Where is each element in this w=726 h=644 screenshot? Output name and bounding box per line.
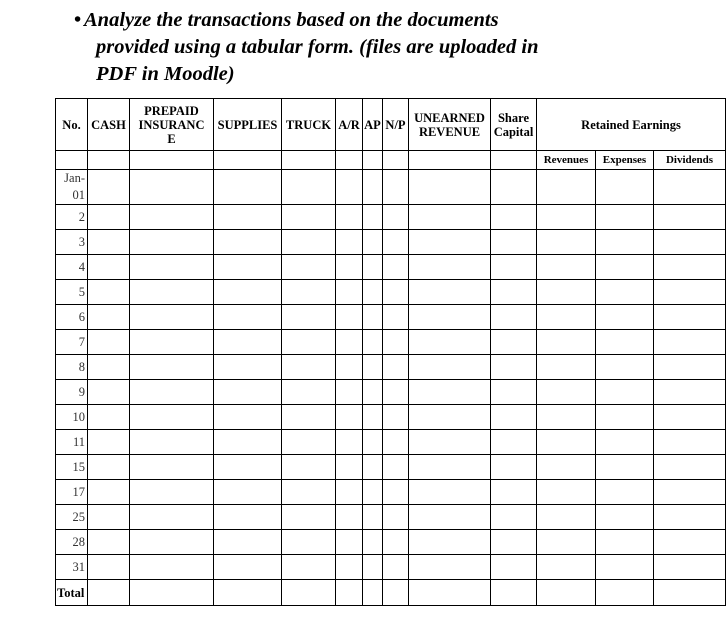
transaction-analysis-table [55, 98, 726, 606]
header-accounts-payable: AP [363, 99, 383, 151]
table-row [56, 205, 726, 230]
entry-cell[interactable] [88, 305, 130, 330]
entry-cell[interactable] [282, 555, 336, 580]
entry-cell[interactable] [537, 505, 596, 530]
entry-cell[interactable] [654, 330, 726, 355]
entry-cell[interactable] [130, 305, 214, 330]
entry-cell[interactable] [88, 255, 130, 280]
entry-cell[interactable] [383, 480, 409, 505]
entry-cell[interactable] [383, 405, 409, 430]
entry-cell[interactable] [282, 170, 336, 205]
header-prepaid-line-3: E [167, 131, 176, 146]
entry-cell[interactable] [336, 170, 363, 205]
entry-cell[interactable] [596, 505, 654, 530]
entry-cell[interactable] [130, 255, 214, 280]
entry-cell[interactable] [537, 380, 596, 405]
entry-cell[interactable] [654, 455, 726, 480]
header-row [56, 99, 726, 151]
entry-cell[interactable] [88, 480, 130, 505]
entry-cell[interactable] [282, 280, 336, 305]
entry-cell[interactable] [282, 505, 336, 530]
entry-cell[interactable] [336, 555, 363, 580]
table-row [56, 505, 726, 530]
entry-cell[interactable] [88, 230, 130, 255]
entry-cell[interactable] [383, 280, 409, 305]
entry-cell[interactable] [214, 355, 282, 380]
total-cell[interactable] [491, 580, 537, 606]
entry-cell[interactable] [88, 505, 130, 530]
entry-cell[interactable] [383, 255, 409, 280]
entry-cell[interactable] [491, 505, 537, 530]
entry-cell[interactable] [491, 170, 537, 205]
entry-cell[interactable] [409, 170, 491, 205]
total-cell[interactable] [282, 580, 336, 606]
instruction-text [74, 7, 694, 88]
entry-cell[interactable] [363, 455, 383, 480]
entry-cell[interactable] [596, 405, 654, 430]
entry-cell[interactable] [654, 205, 726, 230]
entry-cell[interactable] [88, 355, 130, 380]
entry-cell[interactable] [214, 505, 282, 530]
transaction-date: 7 [56, 330, 88, 355]
entry-cell[interactable] [491, 455, 537, 480]
table-row [56, 405, 726, 430]
subheader-empty-cell [56, 151, 88, 170]
entry-cell[interactable] [654, 430, 726, 455]
entry-cell[interactable] [282, 230, 336, 255]
header-accounts-receivable: A/R [336, 99, 363, 151]
subheader-empty-cell [409, 151, 491, 170]
entry-cell[interactable] [282, 255, 336, 280]
entry-cell[interactable] [537, 480, 596, 505]
entry-cell[interactable] [409, 505, 491, 530]
entry-cell[interactable] [537, 280, 596, 305]
entry-cell[interactable] [130, 530, 214, 555]
transaction-date: 3 [56, 230, 88, 255]
entry-cell[interactable] [214, 480, 282, 505]
subheader-empty-cell [130, 151, 214, 170]
header-truck: TRUCK [282, 99, 336, 151]
total-cell[interactable] [596, 580, 654, 606]
table-row [56, 430, 726, 455]
subheader-empty-cell [88, 151, 130, 170]
entry-cell[interactable] [537, 455, 596, 480]
transaction-date: 9 [56, 380, 88, 405]
entry-cell[interactable] [214, 170, 282, 205]
entry-cell[interactable] [88, 455, 130, 480]
entry-cell[interactable] [654, 405, 726, 430]
entry-cell[interactable] [88, 380, 130, 405]
entry-cell[interactable] [88, 280, 130, 305]
entry-cell[interactable] [537, 170, 596, 205]
entry-cell[interactable] [336, 530, 363, 555]
entry-cell[interactable] [88, 555, 130, 580]
entry-cell[interactable] [654, 505, 726, 530]
entry-cell[interactable] [596, 455, 654, 480]
entry-cell[interactable] [363, 230, 383, 255]
entry-cell[interactable] [282, 205, 336, 230]
entry-cell[interactable] [363, 280, 383, 305]
entry-cell[interactable] [654, 555, 726, 580]
entry-cell[interactable] [336, 380, 363, 405]
header-unearned-revenue [409, 99, 491, 151]
entry-cell[interactable] [409, 330, 491, 355]
total-cell[interactable] [409, 580, 491, 606]
entry-cell[interactable] [214, 530, 282, 555]
entry-cell[interactable] [363, 505, 383, 530]
total-row [56, 580, 726, 606]
entry-cell[interactable] [596, 205, 654, 230]
transaction-date: 28 [56, 530, 88, 555]
entry-cell[interactable] [130, 430, 214, 455]
entry-cell[interactable] [654, 280, 726, 305]
table-row [56, 355, 726, 380]
header-supplies: SUPPLIES [214, 99, 282, 151]
entry-cell[interactable] [282, 455, 336, 480]
header-share-line-1: Share [497, 110, 530, 125]
entry-cell[interactable] [491, 230, 537, 255]
entry-cell[interactable] [491, 480, 537, 505]
entry-cell[interactable] [363, 255, 383, 280]
entry-cell[interactable] [336, 205, 363, 230]
entry-cell[interactable] [409, 405, 491, 430]
entry-cell[interactable] [596, 555, 654, 580]
transaction-date: 8 [56, 355, 88, 380]
entry-cell[interactable] [409, 205, 491, 230]
entry-cell[interactable] [363, 530, 383, 555]
entry-cell[interactable] [130, 455, 214, 480]
total-cell[interactable] [537, 580, 596, 606]
transaction-date: 4 [56, 255, 88, 280]
entry-cell[interactable] [537, 230, 596, 255]
entry-cell[interactable] [491, 255, 537, 280]
entry-cell[interactable] [130, 380, 214, 405]
entry-cell[interactable] [491, 355, 537, 380]
entry-cell[interactable] [491, 305, 537, 330]
table-row [56, 280, 726, 305]
entry-cell[interactable] [336, 355, 363, 380]
entry-cell[interactable] [596, 480, 654, 505]
entry-cell[interactable] [537, 205, 596, 230]
entry-cell[interactable] [409, 530, 491, 555]
subheader-dividends: Dividends [654, 151, 726, 170]
subheader-empty-cell [383, 151, 409, 170]
entry-cell[interactable] [336, 280, 363, 305]
entry-cell[interactable] [336, 505, 363, 530]
entry-cell[interactable] [282, 430, 336, 455]
table-row [56, 330, 726, 355]
instruction-line-1: Analyze the transactions based on the documents [84, 9, 499, 31]
entry-cell[interactable] [537, 555, 596, 580]
total-cell[interactable] [214, 580, 282, 606]
instruction-line-2: provided using a tabular form. (files are uploaded in [96, 36, 539, 58]
entry-cell[interactable] [537, 430, 596, 455]
entry-cell[interactable] [336, 430, 363, 455]
entry-cell[interactable] [383, 430, 409, 455]
table-row [56, 230, 726, 255]
entry-cell[interactable] [282, 330, 336, 355]
entry-cell[interactable] [130, 555, 214, 580]
entry-cell[interactable] [336, 255, 363, 280]
subheader-revenues: Revenues [537, 151, 596, 170]
entry-cell[interactable] [491, 205, 537, 230]
entry-cell[interactable] [383, 530, 409, 555]
entry-cell[interactable] [130, 505, 214, 530]
table-row [56, 305, 726, 330]
total-cell[interactable] [130, 580, 214, 606]
header-cash: CASH [88, 99, 130, 151]
entry-cell[interactable] [654, 305, 726, 330]
transaction-date: 2 [56, 205, 88, 230]
entry-cell[interactable] [214, 430, 282, 455]
entry-cell[interactable] [130, 170, 214, 205]
entry-cell[interactable] [282, 530, 336, 555]
entry-cell[interactable] [363, 555, 383, 580]
total-cell[interactable] [383, 580, 409, 606]
subheader-empty-cell [282, 151, 336, 170]
entry-cell[interactable] [363, 380, 383, 405]
entry-cell[interactable] [214, 230, 282, 255]
entry-cell[interactable] [88, 205, 130, 230]
header-prepaid-line-2: INSURANC [138, 117, 205, 132]
entry-cell[interactable] [214, 405, 282, 430]
entry-cell[interactable] [537, 255, 596, 280]
entry-cell[interactable] [88, 430, 130, 455]
entry-cell[interactable] [383, 355, 409, 380]
entry-cell[interactable] [130, 230, 214, 255]
entry-cell[interactable] [363, 405, 383, 430]
header-unearned-line-2: REVENUE [418, 124, 481, 139]
entry-cell[interactable] [491, 330, 537, 355]
table-row [56, 380, 726, 405]
subheader-row [56, 151, 726, 170]
entry-cell[interactable] [409, 305, 491, 330]
entry-cell[interactable] [130, 205, 214, 230]
transaction-date: 5 [56, 280, 88, 305]
total-cell[interactable] [654, 580, 726, 606]
entry-cell[interactable] [596, 280, 654, 305]
header-prepaid-insurance [130, 99, 214, 151]
entry-cell[interactable] [214, 305, 282, 330]
header-no: No. [56, 99, 88, 151]
entry-cell[interactable] [383, 230, 409, 255]
header-prepaid-line-1: PREPAID [144, 103, 199, 118]
entry-cell[interactable] [537, 305, 596, 330]
entry-cell[interactable] [282, 355, 336, 380]
entry-cell[interactable] [130, 405, 214, 430]
entry-cell[interactable] [214, 330, 282, 355]
entry-cell[interactable] [88, 405, 130, 430]
transaction-date: 31 [56, 555, 88, 580]
bullet-marker: • [74, 9, 82, 31]
entry-cell[interactable] [363, 330, 383, 355]
header-share-capital [491, 99, 537, 151]
entry-cell[interactable] [491, 280, 537, 305]
transaction-date: 10 [56, 405, 88, 430]
entry-cell[interactable] [596, 430, 654, 455]
entry-cell[interactable] [409, 380, 491, 405]
entry-cell[interactable] [214, 205, 282, 230]
entry-cell[interactable] [88, 330, 130, 355]
header-share-line-2: Capital [493, 124, 534, 139]
entry-cell[interactable] [336, 405, 363, 430]
total-label: Total [56, 580, 88, 606]
entry-cell[interactable] [491, 380, 537, 405]
entry-cell[interactable] [654, 230, 726, 255]
entry-cell[interactable] [383, 330, 409, 355]
entry-cell[interactable] [596, 230, 654, 255]
entry-cell[interactable] [383, 455, 409, 480]
entry-cell[interactable] [88, 170, 130, 205]
entry-cell[interactable] [88, 530, 130, 555]
total-cell[interactable] [88, 580, 130, 606]
transaction-date: 6 [56, 305, 88, 330]
entry-cell[interactable] [130, 355, 214, 380]
entry-cell[interactable] [409, 480, 491, 505]
entry-cell[interactable] [214, 455, 282, 480]
instruction-line-3: PDF in Moodle) [96, 63, 235, 85]
entry-cell[interactable] [654, 355, 726, 380]
entry-cell[interactable] [596, 170, 654, 205]
entry-cell[interactable] [363, 430, 383, 455]
entry-cell[interactable] [282, 480, 336, 505]
subheader-empty-cell [491, 151, 537, 170]
entry-cell[interactable] [596, 530, 654, 555]
transaction-date: Jan-01 [56, 170, 88, 205]
entry-cell[interactable] [409, 555, 491, 580]
entry-cell[interactable] [214, 380, 282, 405]
transaction-date: 15 [56, 455, 88, 480]
entry-cell[interactable] [130, 480, 214, 505]
total-cell[interactable] [363, 580, 383, 606]
entry-cell[interactable] [596, 255, 654, 280]
entry-cell[interactable] [363, 305, 383, 330]
entry-cell[interactable] [537, 530, 596, 555]
entry-cell[interactable] [383, 380, 409, 405]
entry-cell[interactable] [383, 305, 409, 330]
transaction-date: 17 [56, 480, 88, 505]
entry-cell[interactable] [491, 405, 537, 430]
entry-cell[interactable] [491, 530, 537, 555]
entry-cell[interactable] [596, 380, 654, 405]
entry-cell[interactable] [130, 330, 214, 355]
transaction-date: 25 [56, 505, 88, 530]
table-row [56, 170, 726, 205]
entry-cell[interactable] [282, 380, 336, 405]
entry-cell[interactable] [654, 255, 726, 280]
subheader-empty-cell [336, 151, 363, 170]
entry-cell[interactable] [654, 530, 726, 555]
entry-cell[interactable] [214, 555, 282, 580]
entry-cell[interactable] [596, 330, 654, 355]
header-retained-earnings: Retained Earnings [537, 99, 726, 151]
table-row [56, 480, 726, 505]
entry-cell[interactable] [383, 555, 409, 580]
entry-cell[interactable] [282, 305, 336, 330]
table-row [56, 555, 726, 580]
entry-cell[interactable] [409, 455, 491, 480]
entry-cell[interactable] [383, 170, 409, 205]
entry-cell[interactable] [596, 305, 654, 330]
entry-cell[interactable] [214, 255, 282, 280]
entry-cell[interactable] [282, 405, 336, 430]
entry-cell[interactable] [596, 355, 654, 380]
entry-cell[interactable] [363, 355, 383, 380]
table-row [56, 255, 726, 280]
transaction-date: 11 [56, 430, 88, 455]
subheader-empty-cell [214, 151, 282, 170]
header-notes-payable: N/P [383, 99, 409, 151]
entry-cell[interactable] [383, 205, 409, 230]
entry-cell[interactable] [491, 430, 537, 455]
entry-cell[interactable] [336, 230, 363, 255]
entry-cell[interactable] [537, 330, 596, 355]
entry-cell[interactable] [491, 555, 537, 580]
entry-cell[interactable] [409, 430, 491, 455]
total-cell[interactable] [336, 580, 363, 606]
entry-cell[interactable] [363, 170, 383, 205]
entry-cell[interactable] [654, 380, 726, 405]
entry-cell[interactable] [537, 355, 596, 380]
entry-cell[interactable] [409, 355, 491, 380]
entry-cell[interactable] [383, 505, 409, 530]
entry-cell[interactable] [537, 405, 596, 430]
entry-cell[interactable] [214, 280, 282, 305]
entry-cell[interactable] [654, 170, 726, 205]
table-row [56, 455, 726, 480]
entry-cell[interactable] [336, 480, 363, 505]
entry-cell[interactable] [336, 330, 363, 355]
subheader-empty-cell [363, 151, 383, 170]
table-row [56, 530, 726, 555]
entry-cell[interactable] [363, 480, 383, 505]
entry-cell[interactable] [363, 205, 383, 230]
entry-cell[interactable] [336, 305, 363, 330]
header-unearned-line-1: UNEARNED [414, 110, 485, 125]
entry-cell[interactable] [654, 480, 726, 505]
entry-cell[interactable] [130, 280, 214, 305]
entry-cell[interactable] [409, 255, 491, 280]
entry-cell[interactable] [409, 280, 491, 305]
entry-cell[interactable] [409, 230, 491, 255]
subheader-expenses: Expenses [596, 151, 654, 170]
entry-cell[interactable] [336, 455, 363, 480]
